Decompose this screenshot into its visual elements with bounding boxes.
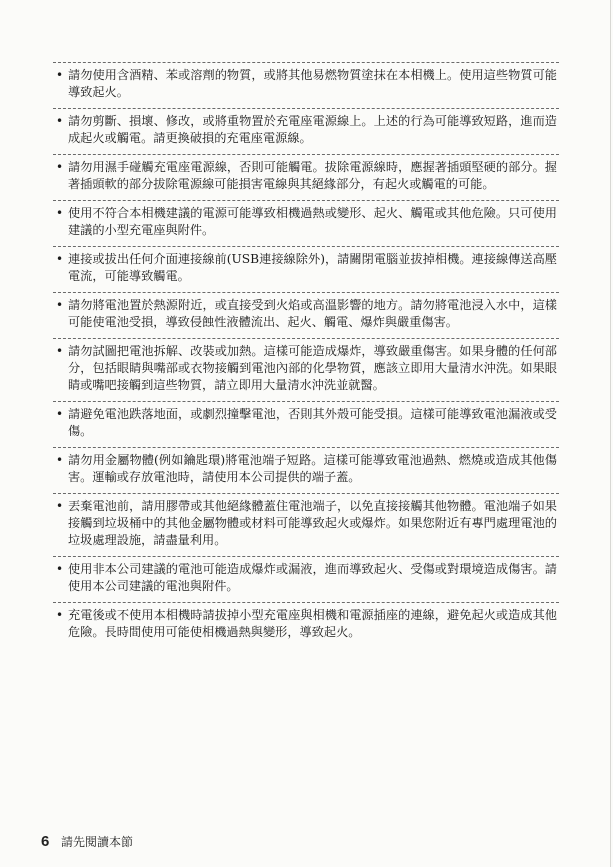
warning-text: 請勿使用含酒精、苯或溶劑的物質，或將其他易燃物質塗抹在本相機上。使用這些物質可能導致起火。 [68,68,557,99]
safety-warnings-list [53,62,559,648]
bullet-icon: • [56,68,64,82]
warning-item [53,493,559,552]
warning-text: 請勿試圖把電池拆解、改裝或加熱。這樣可能造成爆炸，導致嚴重傷害。如果身體的任何部分，包括眼睛與嘴部或衣物接觸到電池內部的化學物質，應該立即用大量清水沖洗。如果眼睛或嘴吧接觸到這些物質，請立即用大量清水沖洗並就醫。 [68,344,557,392]
bullet-icon: • [56,298,64,312]
warning-item [53,200,559,242]
warning-text: 充電後或不使用本相機時請拔掉小型充電座與相機和電源插座的連線，避免起火或造成其他危險。長時間使用可能使相機過熱與變形，導致起火。 [68,608,557,639]
bullet-icon: • [56,252,64,266]
bullet-icon: • [56,608,64,622]
warning-text: 使用非本公司建議的電池可能造成爆炸或漏液，進而導致起火、受傷或對環境造成傷害。請使用本公司建議的電池與附件。 [68,562,557,593]
warning-item [53,292,559,334]
warning-item [53,602,559,644]
warning-item [53,556,559,598]
warning-text: 連接或拔出任何介面連接線前(USB連接線除外)，請關閉電腦並拔掉相機。連接線傳送高壓電流，可能導致觸電。 [68,252,557,283]
bullet-icon: • [56,499,64,513]
warning-item [53,108,559,150]
warning-item [53,62,559,104]
bullet-icon: • [56,206,64,220]
warning-item [53,246,559,288]
warning-text: 請勿用金屬物體(例如鑰匙環)將電池端子短路。這樣可能導致電池過熱、燃燒或造成其他傷害。運輸或存放電池時，請使用本公司提供的端子蓋。 [68,453,557,484]
page-edge-line [610,0,611,867]
warning-text: 丟棄電池前，請用膠帶或其他絕緣體蓋住電池端子，以免直接接觸其他物體。電池端子如果接觸到垃圾桶中的其他金屬物體或材料可能導致起火或爆炸。如果您附近有專門處理電池的垃圾處理設施，請盡量利用。 [68,499,557,547]
page-footer [41,833,133,850]
section-label: 請先閱讀本節 [60,835,133,849]
bullet-icon: • [56,407,64,421]
warning-item [53,338,559,397]
page-number: 6 [41,833,50,850]
bullet-icon: • [56,160,64,174]
warning-text: 請勿用濕手碰觸充電座電源線，否則可能觸電。拔除電源線時，應握著插頭堅硬的部分。握著插頭軟的部分拔除電源線可能損害電線與其絕緣部分，有起火或觸電的可能。 [68,160,557,191]
bullet-icon: • [56,453,64,467]
warning-item [53,447,559,489]
warning-item [53,401,559,443]
warning-text: 請勿剪斷、損壞、修改，或將重物置於充電座電源線上。上述的行為可能導致短路，進而造成起火或觸電。請更換破損的充電座電源線。 [68,114,557,145]
bullet-icon: • [56,562,64,576]
warning-text: 使用不符合本相機建議的電源可能導致相機過熱或變形、起火、觸電或其他危險。只可使用建議的小型充電座與附件。 [68,206,557,237]
warning-item [53,154,559,196]
warning-text: 請避免電池跌落地面，或劇烈撞擊電池，否則其外殼可能受損。這樣可能導致電池漏液或受傷。 [68,407,557,438]
warning-text: 請勿將電池置於熱源附近，或直接受到火焰或高溫影響的地方。請勿將電池浸入水中，這樣可能使電池受損，導致侵蝕性液體流出、起火、觸電、爆炸與嚴重傷害。 [68,298,557,329]
bullet-icon: • [56,344,64,358]
bullet-icon: • [56,114,64,128]
